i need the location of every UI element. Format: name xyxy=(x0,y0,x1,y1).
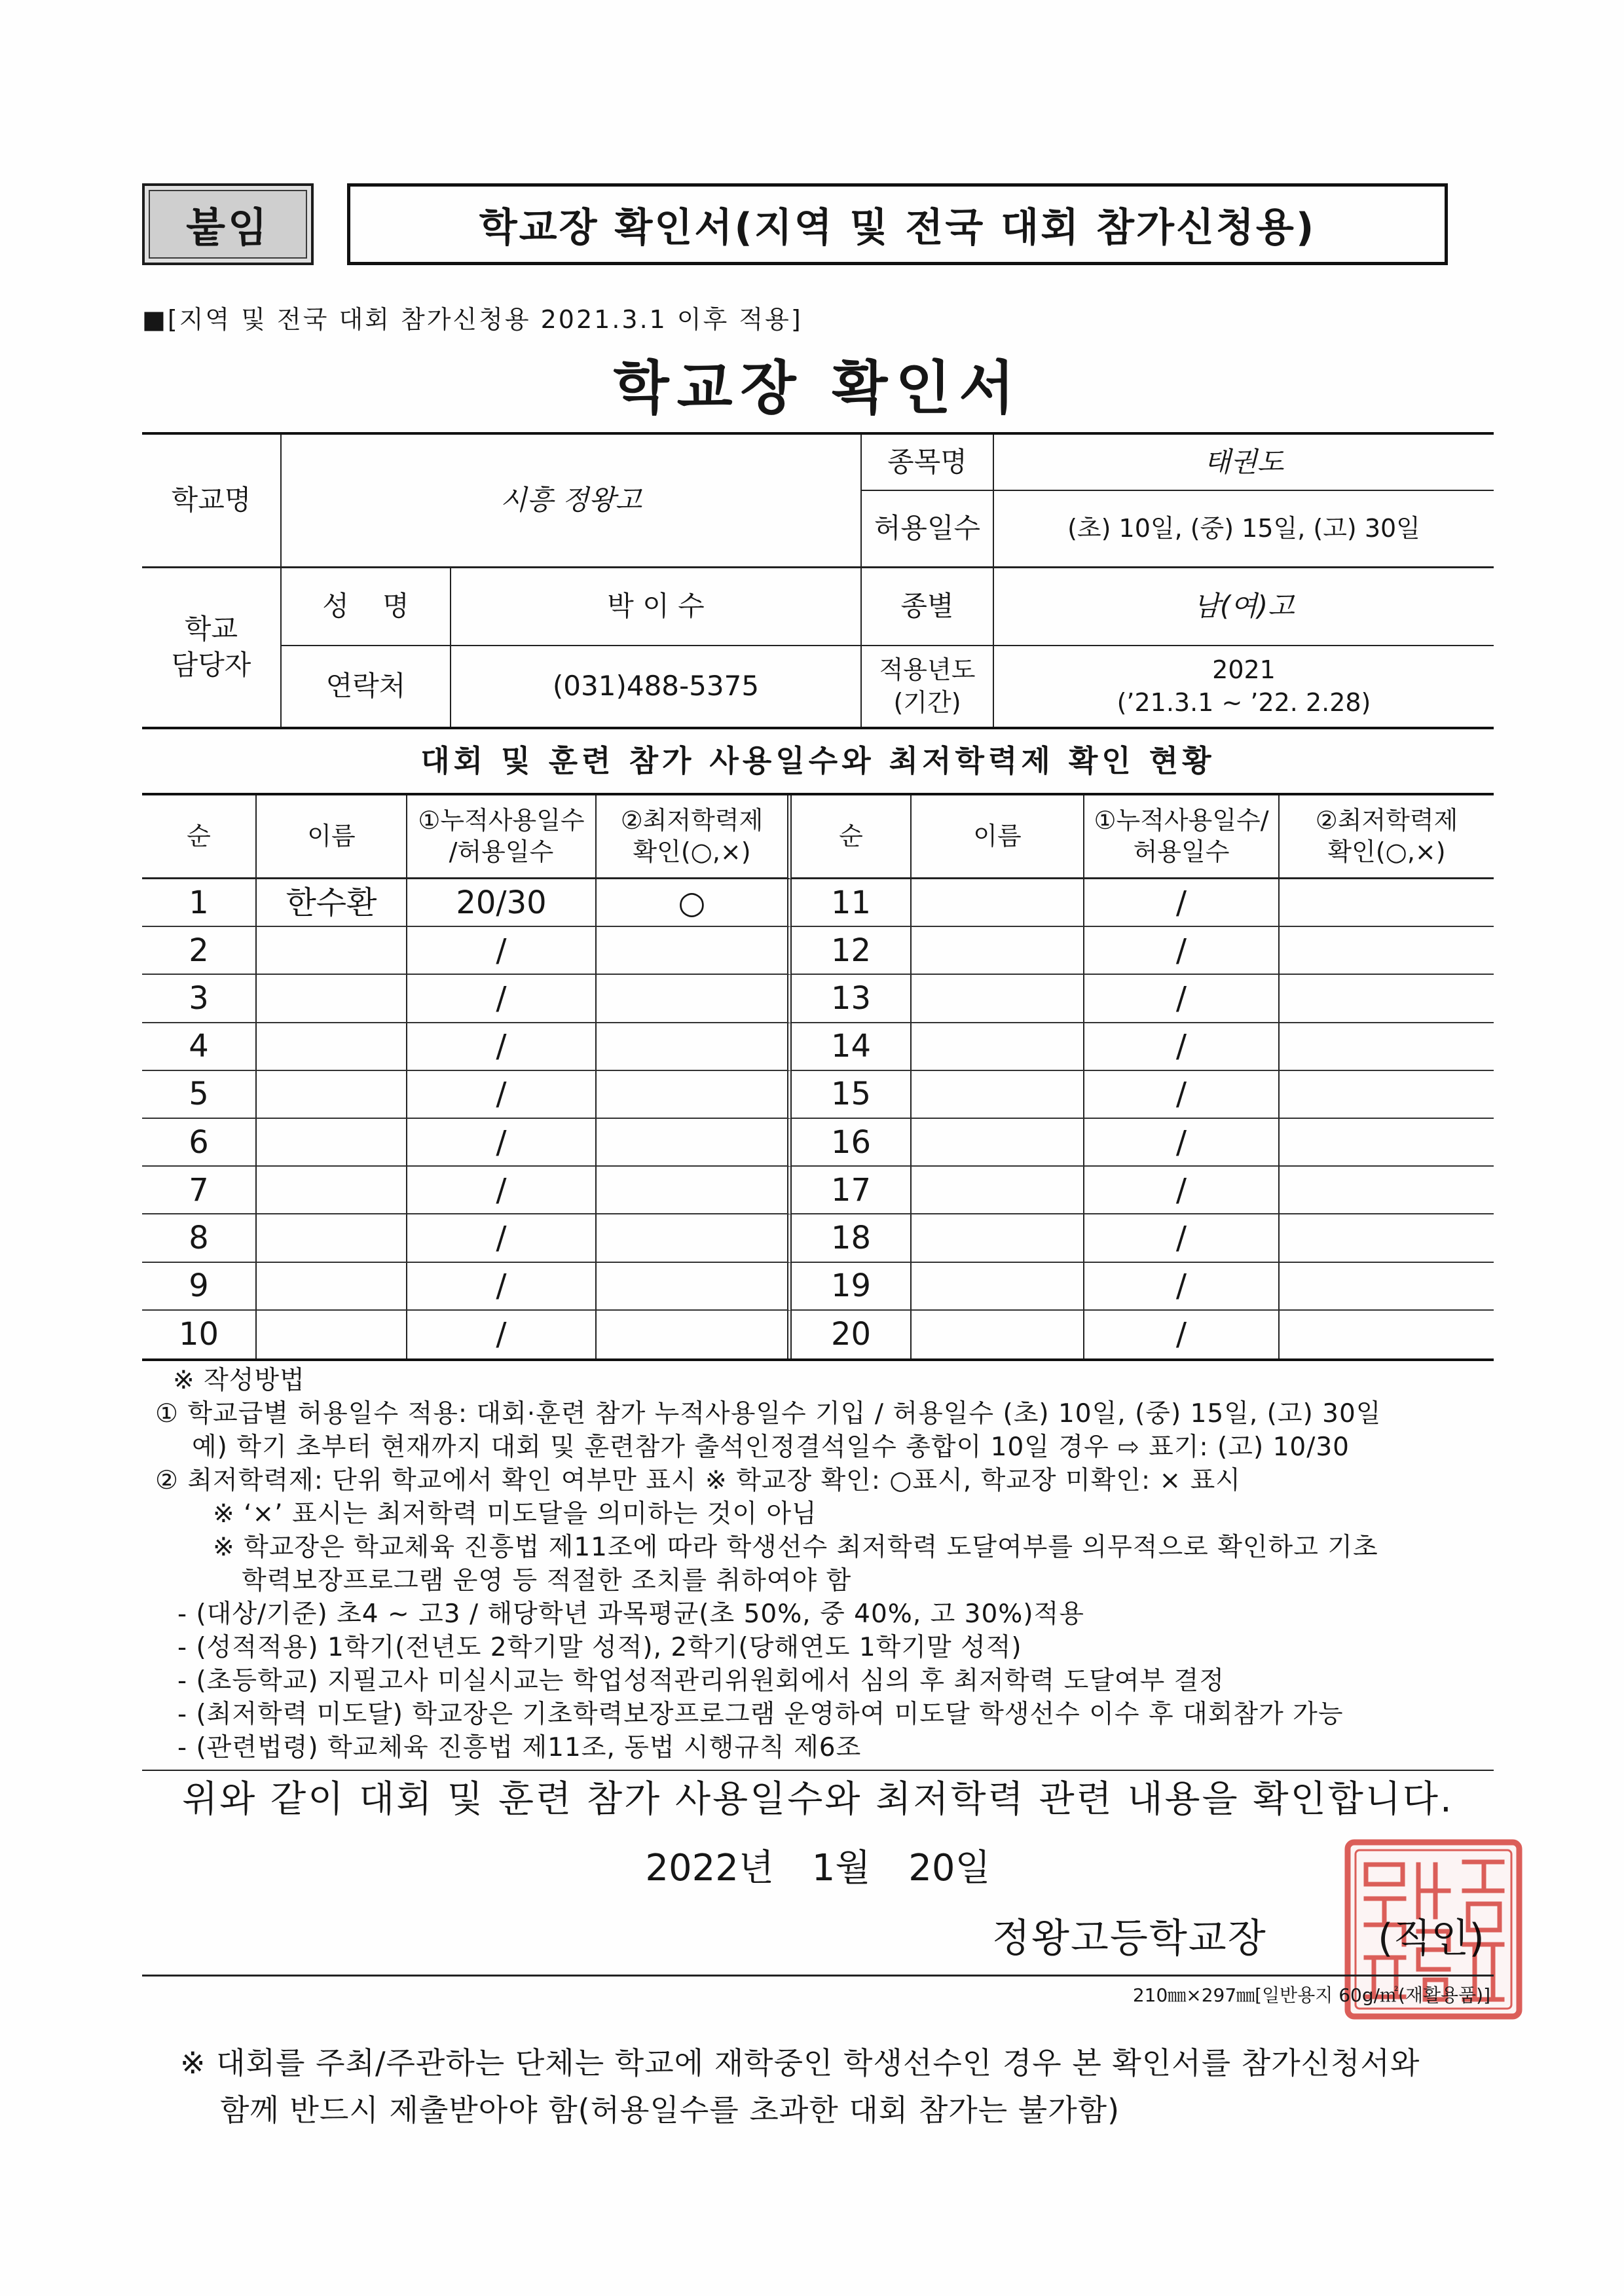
row-2-name xyxy=(257,927,407,975)
row-15-name xyxy=(912,1071,1084,1119)
guide-heading: ※ 작성방법 xyxy=(173,1366,305,1395)
row-5-no: 5 xyxy=(142,1071,257,1119)
row-5-min-academic-check xyxy=(597,1071,792,1119)
row-17-name xyxy=(912,1167,1084,1214)
row-17-no: 17 xyxy=(792,1167,912,1214)
row-6-no: 6 xyxy=(142,1119,257,1167)
row-4-min-academic-check xyxy=(597,1023,792,1071)
applicable-year-label xyxy=(862,646,994,727)
row-14-used-days: / xyxy=(1084,1023,1280,1071)
row-8-used-days: / xyxy=(407,1214,597,1262)
form-title: 학교장 확인서 xyxy=(613,354,1023,422)
row-4-used-days: / xyxy=(407,1023,597,1071)
row-4-no: 4 xyxy=(142,1023,257,1071)
row-18-used-days: / xyxy=(1084,1214,1280,1262)
row-11-min-academic-check xyxy=(1280,879,1494,927)
row-8-no: 8 xyxy=(142,1214,257,1262)
row-13-name xyxy=(912,975,1084,1023)
header-line: 확인(○,×) xyxy=(1327,837,1446,866)
document-title: 학교장 확인서(지역 및 전국 대회 참가신청용) xyxy=(479,204,1316,251)
header-line: ②최저학력제 xyxy=(620,806,764,835)
row-5-name xyxy=(257,1071,407,1119)
row-19-used-days: / xyxy=(1084,1263,1280,1311)
header-line: ①누적사용일수 xyxy=(418,806,585,835)
header-line: /허용일수 xyxy=(449,837,554,866)
row-10-min-academic-check xyxy=(597,1311,792,1358)
guide-criteria-item: - (대상/기준) 초4 ~ 고3 / 해당학년 과목평균(초 50%, 중 40%, 고 30%)적용 xyxy=(177,1599,1084,1629)
row-15-min-academic-check xyxy=(1280,1071,1494,1119)
row-18-no: 18 xyxy=(792,1214,912,1262)
document-title-box xyxy=(347,183,1448,265)
row-7-name xyxy=(257,1167,407,1214)
writing-guide xyxy=(0,1364,1624,1764)
manager-label-line: 담당자 xyxy=(171,649,251,681)
attachment-label-box xyxy=(142,183,314,265)
participation-status-table xyxy=(142,793,1494,1361)
row-11-used-days: / xyxy=(1084,879,1280,927)
row-2-used-days: / xyxy=(407,927,597,975)
header-right-name: 이름 xyxy=(912,795,1084,879)
guide-item-2-note-continued: 학력보장프로그램 운영 등 적절한 조치를 취하여야 함 xyxy=(242,1566,852,1595)
contact-value: (031)488-5375 xyxy=(451,646,862,727)
header-line: 확인(○,×) xyxy=(633,837,751,866)
row-20-no: 20 xyxy=(792,1311,912,1358)
row-7-min-academic-check xyxy=(597,1167,792,1214)
row-15-no: 15 xyxy=(792,1071,912,1119)
row-16-min-academic-check xyxy=(1280,1119,1494,1167)
row-12-no: 12 xyxy=(792,927,912,975)
confirmation-statement: 위와 같이 대회 및 훈련 참가 사용일수와 최저학력 관련 내용을 확인합니다. xyxy=(182,1778,1454,1821)
confirmation-date: 2022년 1월 20일 xyxy=(645,1847,991,1889)
row-16-name xyxy=(912,1119,1084,1167)
row-3-name xyxy=(257,975,407,1023)
row-14-min-academic-check xyxy=(1280,1023,1494,1071)
school-info-table xyxy=(142,432,1494,729)
row-13-min-academic-check xyxy=(1280,975,1494,1023)
row-6-name xyxy=(257,1119,407,1167)
row-6-min-academic-check xyxy=(597,1119,792,1167)
row-2-no: 2 xyxy=(142,927,257,975)
row-15-used-days: / xyxy=(1084,1071,1280,1119)
row-10-used-days: / xyxy=(407,1311,597,1358)
contact-label: 연락처 xyxy=(282,646,451,727)
signature-divider xyxy=(142,1975,1494,1977)
header-right-used-days xyxy=(1084,795,1280,879)
row-8-min-academic-check xyxy=(597,1214,792,1262)
guide-item-2-note: ※ 학교장은 학교체육 진흥법 제11조에 따라 학생선수 최저학력 도달여부를 의무적으로 확인하고 기초 xyxy=(213,1533,1378,1562)
guide-item-1: ① 학교급별 허용일수 적용: 대회·훈련 참가 누적사용일수 기입 / 허용일수 (초) 10일, (중) 15일, (고) 30일 xyxy=(155,1399,1382,1429)
sport-label: 종목명 xyxy=(862,435,994,491)
status-table-title: 대회 및 훈련 참가 사용일수와 최저학력제 확인 현황 xyxy=(420,743,1215,778)
principal-title: 정왕고등학교장 xyxy=(992,1916,1267,1961)
row-1-min-academic-check: ○ xyxy=(597,879,792,927)
applicable-year: 2021 xyxy=(1212,655,1276,685)
section-divider xyxy=(142,1770,1494,1771)
row-9-name xyxy=(257,1263,407,1311)
attachment-label: 붙임 xyxy=(186,204,270,251)
row-14-name xyxy=(912,1023,1084,1071)
row-3-no: 3 xyxy=(142,975,257,1023)
paper-spec: 210㎜×297㎜[일반용지 60g/㎡(재활용품)] xyxy=(1132,1984,1490,2006)
footer-note-line: 함께 반드시 제출받아야 함(허용일수를 초과한 대회 참가는 불가함) xyxy=(220,2092,1120,2128)
row-17-min-academic-check xyxy=(1280,1167,1494,1214)
applicable-period: (’21.3.1 ~ ’22. 2.28) xyxy=(1116,687,1371,717)
header-line: 허용일수 xyxy=(1133,837,1230,866)
row-9-no: 9 xyxy=(142,1263,257,1311)
manager-label-line: 학교 xyxy=(184,613,238,646)
row-7-no: 7 xyxy=(142,1167,257,1214)
row-13-no: 13 xyxy=(792,975,912,1023)
row-20-min-academic-check xyxy=(1280,1311,1494,1358)
row-12-used-days: / xyxy=(1084,927,1280,975)
allowed-days-value: (초) 10일, (중) 15일, (고) 30일 xyxy=(994,491,1494,568)
row-20-used-days: / xyxy=(1084,1311,1280,1358)
row-13-used-days: / xyxy=(1084,975,1280,1023)
allowed-days-label: 허용일수 xyxy=(862,491,994,568)
manager-name-value: 박 이 수 xyxy=(451,568,862,646)
guide-item-1-example: 예) 학기 초부터 현재까지 대회 및 훈련참가 출석인정결석일수 총합이 10일 경우 ⇨ 표기: (고) 10/30 xyxy=(192,1432,1350,1462)
guide-criteria-item: - (최저학력 미도달) 학교장은 기초학력보장프로그램 운영하여 미도달 학생선수 이수 후 대회참가 가능 xyxy=(177,1700,1344,1729)
guide-item-2-note: ※ ‘×’ 표시는 최저학력 미도달을 의미하는 것이 아님 xyxy=(213,1499,817,1529)
guide-item-2: ② 최저학력제: 단위 학교에서 확인 여부만 표시 ※ 학교장 확인: ○표시, 학교장 미확인: × 표시 xyxy=(155,1466,1241,1495)
row-16-no: 16 xyxy=(792,1119,912,1167)
header-right-no: 순 xyxy=(792,795,912,879)
row-12-min-academic-check xyxy=(1280,927,1494,975)
row-11-name xyxy=(912,879,1084,927)
applicable-year-value xyxy=(994,646,1494,727)
notice-tag: ■[지역 및 전국 대회 참가신청용 2021.3.1 이후 적용] xyxy=(142,305,803,334)
row-5-used-days: / xyxy=(407,1071,597,1119)
applicable-year-label-line: 적용년도 xyxy=(879,655,976,685)
row-20-name xyxy=(912,1311,1084,1358)
row-3-used-days: / xyxy=(407,975,597,1023)
applicable-year-label-line: (기간) xyxy=(893,687,961,717)
header-left-name: 이름 xyxy=(257,795,407,879)
row-6-used-days: / xyxy=(407,1119,597,1167)
header-line: ②최저학력제 xyxy=(1315,806,1458,835)
guide-criteria-item: - (관련법령) 학교체육 진흥법 제11조, 동법 시행규칙 제6조 xyxy=(177,1733,862,1762)
guide-criteria-item: - (초등학교) 지필고사 미실시교는 학업성적관리위원회에서 심의 후 최저학력 도달여부 결정 xyxy=(177,1666,1225,1696)
sport-value: 태권도 xyxy=(994,435,1494,491)
header-left-min-academic-check xyxy=(597,795,792,879)
school-name-value: 시흥 정왕고 xyxy=(282,435,862,568)
header-line: ①누적사용일수/ xyxy=(1094,806,1269,835)
row-2-min-academic-check xyxy=(597,927,792,975)
footer-note-line: ※ 대회를 주최/주관하는 단체는 학교에 재학중인 학생선수인 경우 본 확인서를 참가신청서와 xyxy=(180,2045,1420,2081)
row-11-no: 11 xyxy=(792,879,912,927)
row-10-no: 10 xyxy=(142,1311,257,1358)
row-18-min-academic-check xyxy=(1280,1214,1494,1262)
row-18-name xyxy=(912,1214,1084,1262)
row-16-used-days: / xyxy=(1084,1119,1280,1167)
header-left-no: 순 xyxy=(142,795,257,879)
row-1-name: 한수환 xyxy=(257,879,407,927)
row-12-name xyxy=(912,927,1084,975)
header-right-min-academic-check xyxy=(1280,795,1494,879)
row-9-min-academic-check xyxy=(597,1263,792,1311)
row-19-name xyxy=(912,1263,1084,1311)
guide-criteria-item: - (성적적용) 1학기(전년도 2학기말 성적), 2학기(당해연도 1학기말 성적) xyxy=(177,1633,1022,1662)
row-9-used-days: / xyxy=(407,1263,597,1311)
school-name-label: 학교명 xyxy=(142,435,282,568)
gender-value: 남(여)고 xyxy=(994,568,1494,646)
row-17-used-days: / xyxy=(1084,1167,1280,1214)
header-left-used-days xyxy=(407,795,597,879)
row-19-no: 19 xyxy=(792,1263,912,1311)
row-19-min-academic-check xyxy=(1280,1263,1494,1311)
row-7-used-days: / xyxy=(407,1167,597,1214)
manager-name-label: 성 명 xyxy=(282,568,451,646)
manager-label xyxy=(142,568,282,727)
row-8-name xyxy=(257,1214,407,1262)
row-1-no: 1 xyxy=(142,879,257,927)
row-4-name xyxy=(257,1023,407,1071)
row-3-min-academic-check xyxy=(597,975,792,1023)
row-14-no: 14 xyxy=(792,1023,912,1071)
row-1-used-days: 20/30 xyxy=(407,879,597,927)
gender-label: 종별 xyxy=(862,568,994,646)
row-10-name xyxy=(257,1311,407,1358)
